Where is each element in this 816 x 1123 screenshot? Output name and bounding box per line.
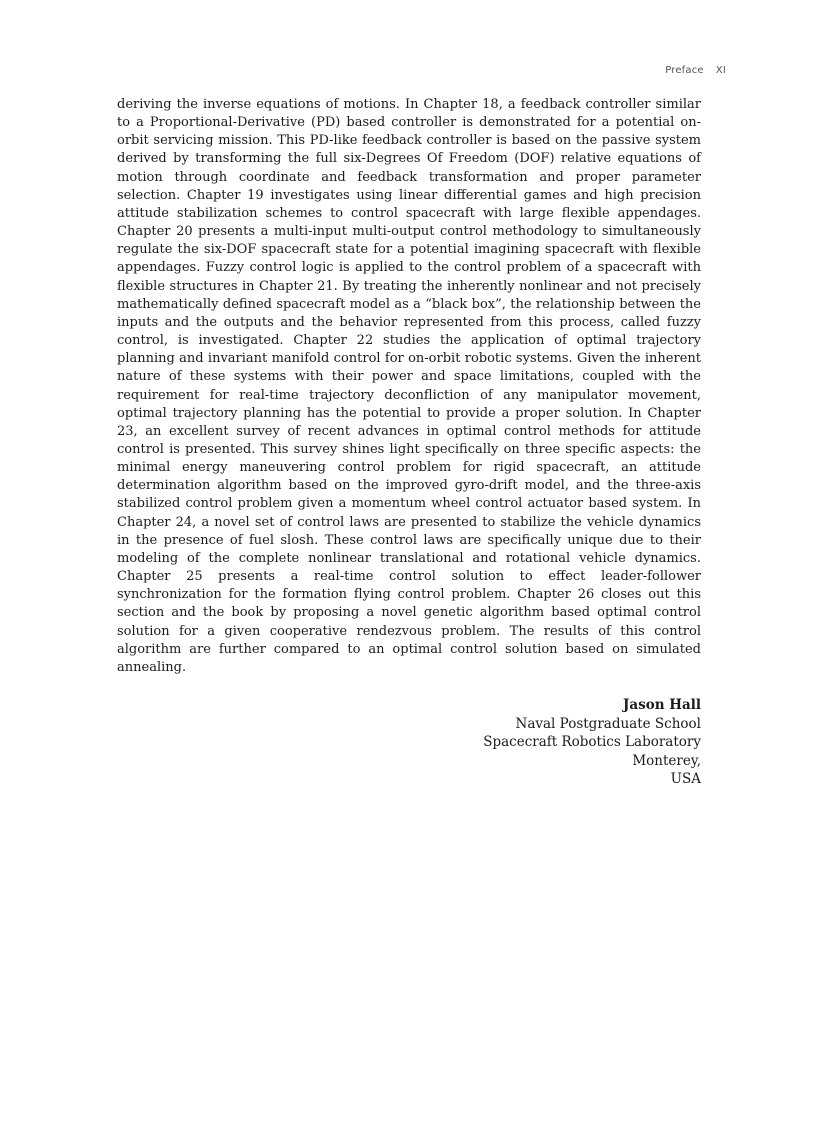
author-city: Monterey, <box>632 752 701 769</box>
page-number: XI <box>715 65 726 76</box>
author-country: USA <box>670 771 701 788</box>
running-head-section: Preface <box>665 65 704 76</box>
main-content <box>117 96 701 677</box>
running-head <box>665 65 726 76</box>
body-paragraph: deriving the inverse equations of motions. In Chapter 18, a feedback controller similar to a Proportional-Derivative (PD) based controller is demonstrated for a potential on-orbit servicing mission. This PD-like feedback controller is based on the passive system derived by transforming the full six-Degrees Of Freedom (DOF) relative equations of motion through coordinate and feedback transformation and proper parameter selection. Chapter 19 investigates using linear differential games and high precision attitude stabilization schemes to control spacecraft with large flexible appendages. Chapter 20 presents a multi-input multi-output control methodology to simultaneously regulate the six-DOF spacecraft state for a potential imagining spacecraft with flexible appendages. Fuzzy control logic is applied to the control problem of a spacecraft with flexible structures in Chapter 21. By treating the inherently nonlinear and not precisely mathematically defined spacecraft model as a “black box”, the relationship between the inputs and the outputs and the behavior represented from this process, called fuzzy control, is investigated. Chapter 22 studies the application of optimal trajectory planning and invariant manifold control for on-orbit robotic systems. Given the inherent nature of these systems with their power and space limitations, coupled with the requirement for real-time trajectory deconfliction of any manipulator movement, optimal trajectory planning has the potential to provide a proper solution. In Chapter 23, an excellent survey of recent advances in optimal control methods for attitude control is presented. This survey shines light specifically on three specific aspects: the minimal energy maneuvering control problem for rigid spacecraft, an attitude determination algorithm based on the improved gyro-drift model, and the three-axis stabilized control problem given a momentum wheel control actuator based system. In Chapter 24, a novel set of control laws are presented to stabilize the vehicle dynamics in the presence of fuel slosh. These control laws are specifically unique due to their modeling of the complete nonlinear translational and rotational vehicle dynamics. Chapter 25 presents a real-time control solution to effect leader-follower synchronization for the formation flying control problem. Chapter 26 closes out this section and the book by proposing a novel genetic algorithm based optimal control solution for a given cooperative rendezvous problem. The results of this control algorithm are further compared to an optimal control solution based on simulated annealing. <box>117 97 701 675</box>
author-lab: Spacecraft Robotics Laboratory <box>483 734 701 751</box>
author-affiliation: Naval Postgraduate School <box>515 715 701 732</box>
author-name: Jason Hall <box>622 697 701 713</box>
signature-block <box>483 696 701 789</box>
